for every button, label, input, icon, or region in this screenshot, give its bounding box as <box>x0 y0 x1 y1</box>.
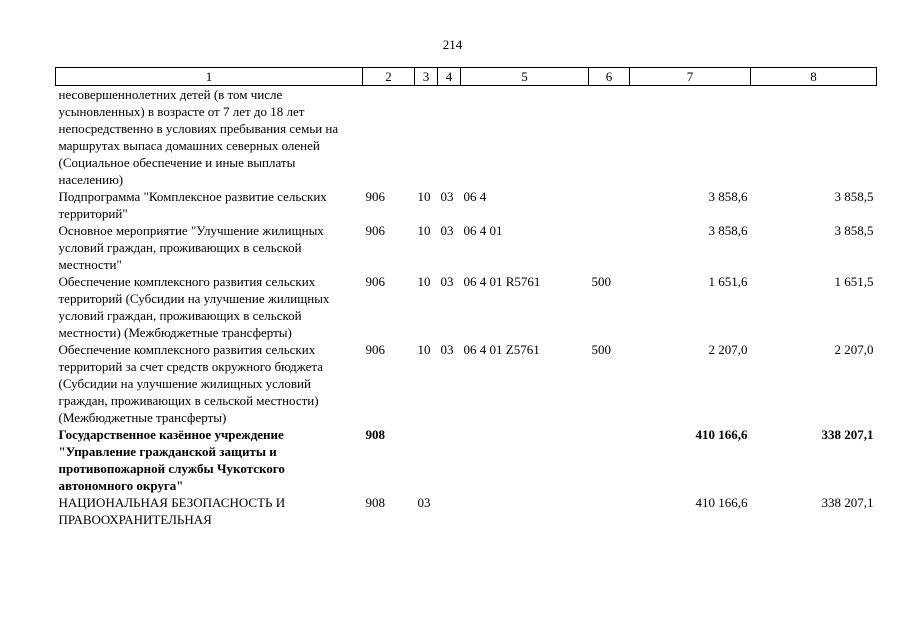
row-amount-plan: 2 207,0 <box>708 342 748 357</box>
row-expense-type <box>589 494 630 528</box>
row-target-article: 06 4 01 R5761 <box>463 274 541 289</box>
row-subsection <box>438 426 461 494</box>
row-amount-actual: 3 858,5 <box>834 223 874 238</box>
row-subsection <box>438 494 461 528</box>
row-section: 10 <box>417 223 431 238</box>
row-expense-type <box>589 426 630 494</box>
row-admin-code: 906 <box>365 342 385 357</box>
row-amount-actual <box>751 86 877 189</box>
row-amount-plan: 410 166,6 <box>695 495 748 510</box>
budget-table <box>55 67 877 528</box>
row-amount-actual: 338 207,1 <box>821 427 874 442</box>
row-amount-actual: 3 858,5 <box>834 189 874 204</box>
row-target-article <box>461 494 589 528</box>
row-amount-plan: 1 651,6 <box>708 274 748 289</box>
row-name: Основное мероприятие "Улучшение жилищных условий граждан, проживающих в сельской местности" <box>58 223 324 272</box>
row-subsection <box>438 86 461 189</box>
column-header-6: 6 <box>589 68 630 86</box>
row-name: Подпрограмма "Комплексное развитие сельских территорий" <box>58 189 327 221</box>
table-row <box>56 188 877 222</box>
row-expense-type <box>589 86 630 189</box>
row-subsection: 03 <box>440 189 454 204</box>
row-admin-code: 908 <box>365 427 385 442</box>
row-target-article: 06 4 01 <box>463 223 503 238</box>
row-expense-type: 500 <box>591 274 611 289</box>
row-admin-code: 908 <box>365 495 385 510</box>
table-row <box>56 494 877 528</box>
row-name: Государственное казённое учреждение "Управление гражданской защиты и противопожарной службы Чукотского автономного округа" <box>58 427 285 493</box>
row-expense-type <box>589 188 630 222</box>
row-amount-plan: 3 858,6 <box>708 223 748 238</box>
column-header-2: 2 <box>363 68 415 86</box>
row-target-article <box>461 426 589 494</box>
row-section <box>415 426 438 494</box>
row-section: 10 <box>417 274 431 289</box>
row-section <box>415 86 438 189</box>
row-section: 10 <box>417 342 431 357</box>
row-admin-code: 906 <box>365 189 385 204</box>
table-body <box>56 86 877 529</box>
row-amount-actual: 2 207,0 <box>834 342 874 357</box>
column-header-5: 5 <box>461 68 589 86</box>
row-section: 10 <box>417 189 431 204</box>
row-name: несовершеннолетних детей (в том числе усыновленных) в возрасте от 7 лет до 18 лет непосредственно в условиях пребывания семьи на маршрутах выпаса домашних северных оленей (Социальное обеспечение и иные выплаты населению) <box>58 87 339 187</box>
column-header-4: 4 <box>438 68 461 86</box>
row-admin-code <box>363 86 415 189</box>
row-amount-plan: 410 166,6 <box>695 427 748 442</box>
row-amount-actual: 338 207,1 <box>821 495 874 510</box>
row-subsection: 03 <box>440 223 454 238</box>
row-section: 03 <box>417 495 431 510</box>
row-target-article <box>461 86 589 189</box>
page-number: 214 <box>442 37 463 52</box>
column-number-header <box>56 68 877 86</box>
column-header-7: 7 <box>630 68 751 86</box>
row-subsection: 03 <box>440 342 454 357</box>
table-row <box>56 341 877 426</box>
row-amount-plan: 3 858,6 <box>708 189 748 204</box>
row-name: НАЦИОНАЛЬНАЯ БЕЗОПАСНОСТЬ И ПРАВООХРАНИТЕЛЬНАЯ <box>58 495 286 527</box>
table-row <box>56 273 877 341</box>
table-row <box>56 86 877 189</box>
row-expense-type: 500 <box>591 342 611 357</box>
row-target-article: 06 4 01 Z5761 <box>463 342 540 357</box>
row-target-article: 06 4 <box>463 189 487 204</box>
row-admin-code: 906 <box>365 274 385 289</box>
table-row <box>56 426 877 494</box>
column-header-8: 8 <box>751 68 877 86</box>
row-name: Обеспечение комплексного развития сельских территорий за счет средств окружного бюджета (Субсидии на улучшение жилищных условий граждан, проживающих в сельской местности) (Межбюджетные трансферты) <box>58 342 323 425</box>
row-admin-code: 906 <box>365 223 385 238</box>
column-header-1: 1 <box>56 68 363 86</box>
row-amount-plan <box>630 86 751 189</box>
row-subsection: 03 <box>440 274 454 289</box>
row-amount-actual: 1 651,5 <box>834 274 874 289</box>
row-name: Обеспечение комплексного развития сельских территорий (Субсидии на улучшение жилищных условий граждан, проживающих в сельской местности) (Межбюджетные трансферты) <box>58 274 330 340</box>
column-header-3: 3 <box>415 68 438 86</box>
row-expense-type <box>589 222 630 273</box>
table-row <box>56 222 877 273</box>
